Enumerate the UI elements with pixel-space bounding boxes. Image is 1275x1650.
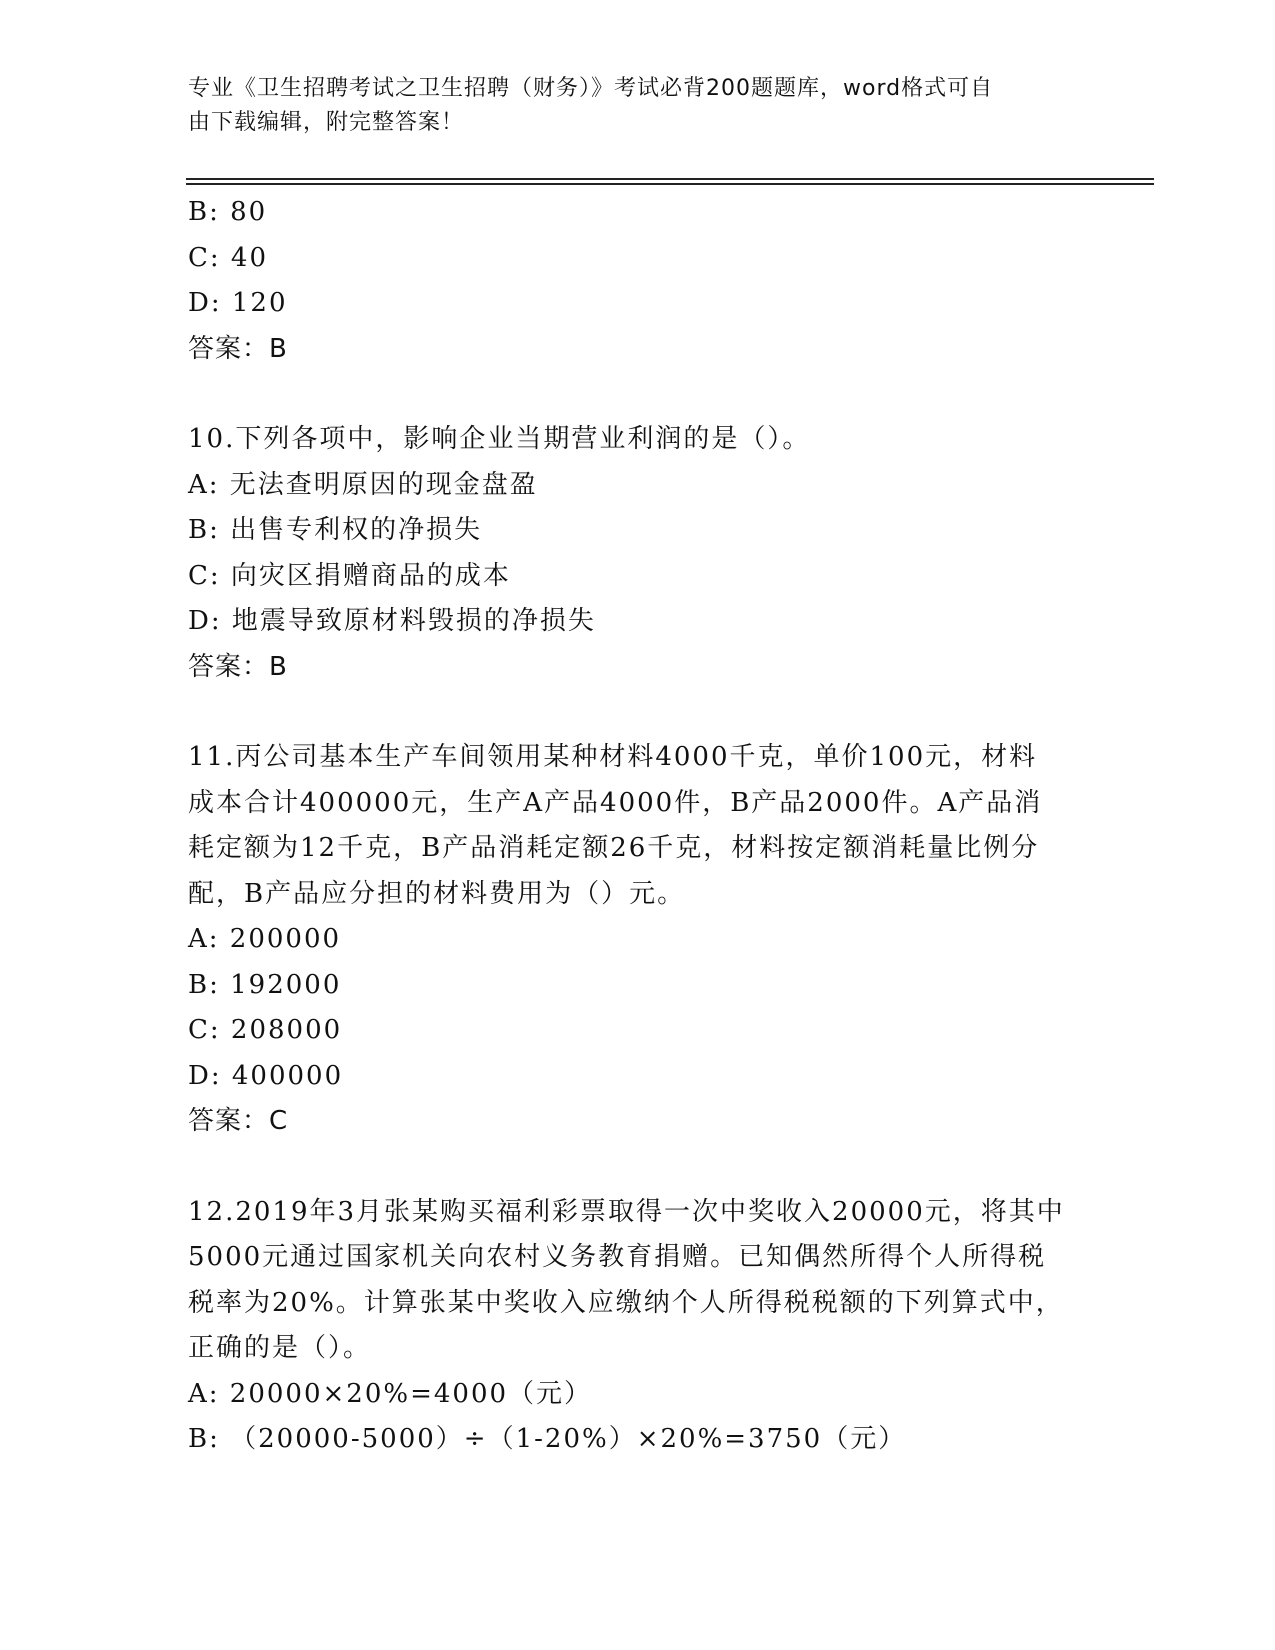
option-b: B: 出售专利权的净损失 [188, 515, 483, 545]
option-a: A: 无法查明原因的现金盘盈 [188, 469, 538, 500]
answer: 答案：B [188, 333, 288, 364]
question-12 [188, 1190, 1088, 1463]
question-stem-line: 税率为20%。计算张某中奖收入应缴纳个人所得税税额的下列算式中， [188, 1287, 1064, 1318]
answer: 答案：B [188, 651, 288, 682]
header-title-line-1: 专业《卫生招聘考试之卫生招聘（财务）》考试必背200题题库，word格式可自 [188, 76, 994, 101]
option-d: D: 地震导致原材料毁损的净损失 [188, 606, 596, 636]
question-content [188, 190, 1088, 1463]
question-stem-line: 5000元通过国家机关向农村义务教育捐赠。已知偶然所得个人所得税 [188, 1242, 1047, 1272]
header-title-line-2: 由下载编辑，附完整答案！ [188, 110, 465, 135]
question-stem: 10.下列各项中，影响企业当期营业利润的是（）。 [188, 424, 811, 454]
option-b: B: 192000 [188, 969, 342, 1000]
question-stem-line: 配，B产品应分担的材料费用为（）元。 [188, 878, 686, 909]
question-stem-line: 11.丙公司基本生产车间领用某种材料4000千克，单价100元，材料 [188, 742, 1038, 772]
answer: 答案：C [188, 1106, 289, 1136]
question-11 [188, 735, 1088, 1145]
question-stem-line: 成本合计400000元，生产A产品4000件，B产品2000件。A产品消 [188, 787, 1043, 818]
question-10 [188, 417, 1088, 690]
option-d: D: 400000 [188, 1060, 344, 1091]
spacer [188, 1145, 1088, 1190]
header-rule-top [186, 178, 1154, 180]
spacer [188, 372, 1088, 417]
question-stem-line: 12.2019年3月张某购买福利彩票取得一次中奖收入20000元，将其中 [188, 1196, 1065, 1227]
option-a: A: 200000 [188, 924, 342, 954]
option-b: B: 80 [188, 197, 268, 227]
option-d: D: 120 [188, 288, 288, 318]
option-c: C: 向灾区捐赠商品的成本 [188, 560, 511, 591]
header-rule-bottom [186, 183, 1154, 185]
option-c: C: 208000 [188, 1015, 343, 1045]
option-b: B: （20000-5000）÷（1-20%）×20%=3750（元） [188, 1424, 907, 1454]
question-stem-line: 耗定额为12千克，B产品消耗定额26千克，材料按定额消耗量比例分 [188, 833, 1040, 863]
document-header [188, 72, 1068, 140]
option-c: C: 40 [188, 242, 269, 273]
question-stem-line: 正确的是（）。 [188, 1333, 372, 1363]
option-a: A: 20000×20%=4000（元） [188, 1378, 593, 1409]
question-9 [188, 190, 1088, 372]
spacer [188, 690, 1088, 735]
